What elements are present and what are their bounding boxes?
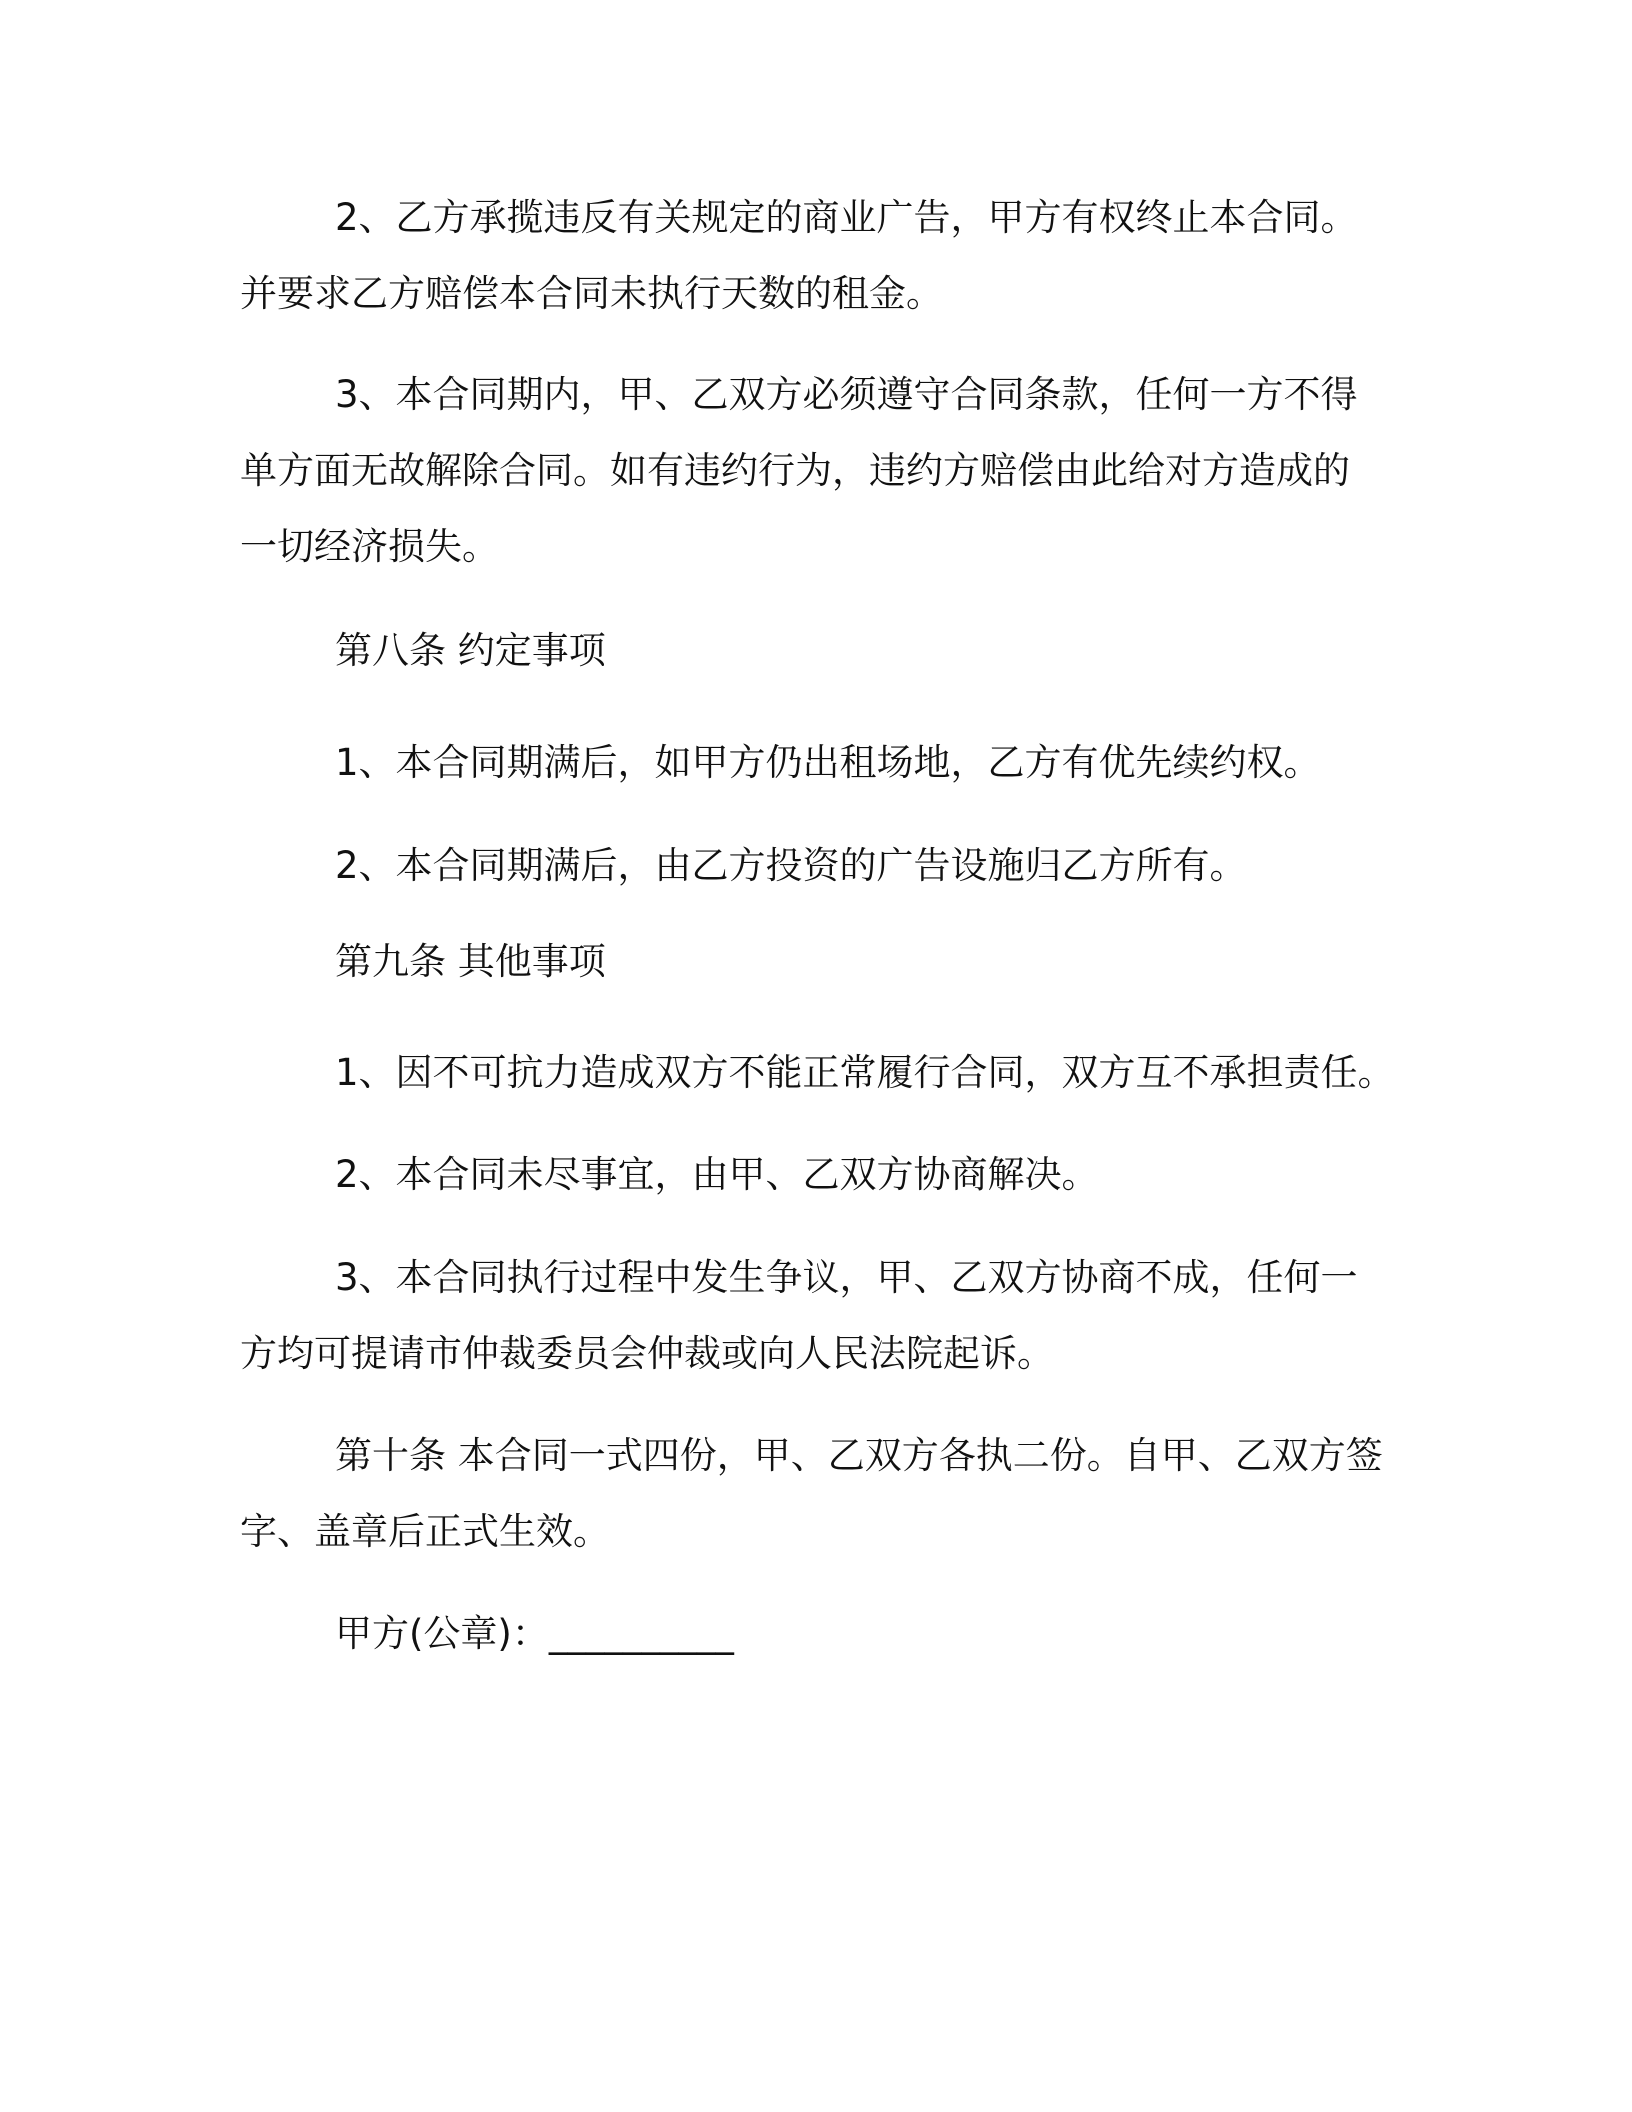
clause-8-item-2-paragraph [240,828,1425,904]
clause-9-item-2-paragraph [240,1137,1425,1213]
paragraph-line: 并要求乙方赔偿本合同未执行天数的租金。 [240,272,943,315]
party-a-signature [240,1596,1425,1672]
clause-7-item-2-paragraph [240,180,1425,332]
paragraph-line: 字、盖章后正式生效。 [240,1510,610,1553]
clause-8-heading [240,613,1425,689]
paragraph-line: 方均可提请市仲裁委员会仲裁或向人民法院起诉。 [240,1332,1054,1375]
heading-line: 第九条 其他事项 [335,940,606,983]
signature-line [240,1596,1425,1672]
paragraph-line: 第十条 本合同一式四份，甲、乙双方各执二份。自甲、乙双方签 [335,1434,1383,1477]
paragraph-line: 一切经济损失。 [240,525,499,568]
clause-9-item-3-paragraph [240,1240,1425,1392]
clause-7-item-3-paragraph [240,357,1425,585]
paragraph-line: 3、本合同期内，甲、乙双方必须遵守合同条款，任何一方不得 [335,373,1358,416]
paragraph-line: 单方面无故解除合同。如有违约行为，违约方赔偿由此给对方造成的 [240,449,1350,492]
signature-label: 甲方(公章)： [335,1612,549,1655]
clause-10-paragraph [240,1418,1425,1570]
paragraph-line: 1、因不可抗力造成双方不能正常履行合同，双方互不承担责任。 [335,1051,1395,1094]
clause-9-item-1-paragraph [240,1035,1425,1111]
paragraph-line: 3、本合同执行过程中发生争议，甲、乙双方协商不成，任何一 [335,1256,1358,1299]
signature-blank: __________ [548,1612,734,1655]
heading-line: 第八条 约定事项 [335,629,606,672]
paragraph-line: 2、本合同期满后，由乙方投资的广告设施归乙方所有。 [335,844,1247,887]
paragraph-line: 2、乙方承揽违反有关规定的商业广告，甲方有权终止本合同。 [335,196,1358,239]
clause-9-heading [240,924,1425,1000]
paragraph-line: 2、本合同未尽事宜，由甲、乙双方协商解决。 [335,1153,1099,1196]
clause-8-item-1-paragraph [240,725,1425,801]
paragraph-line: 1、本合同期满后，如甲方仍出租场地，乙方有优先续约权。 [335,741,1321,784]
